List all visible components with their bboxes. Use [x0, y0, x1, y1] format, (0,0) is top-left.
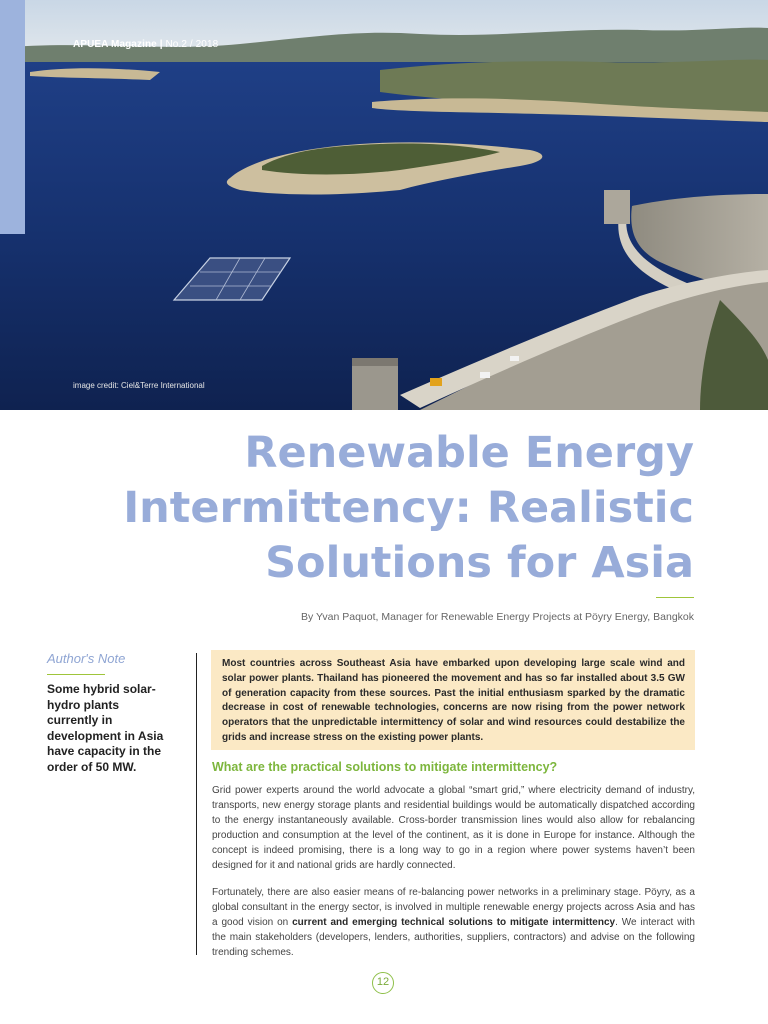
title-line-1: Renewable Energy — [244, 428, 694, 478]
magazine-header — [73, 39, 218, 50]
paragraph-2 — [212, 885, 695, 960]
magazine-name: APUEA Magazine — [73, 39, 157, 50]
intro-text: Most countries across Southeast Asia have embarked upon developing large scale wind and solar power plants. Thailand has pioneered the movement and has so far installed about 3.5 GW of generation capacity from these sources. Past the initial enthusiasm sparked by the dramatic decrease in cost of renewable technologies, concerns are now rising from the power network operators that the unpredictable intermittency of solar and wind resources could destabilize the grids and increase stress on the existing power plants. — [222, 658, 685, 743]
reservoir-dam-illustration — [0, 0, 768, 410]
intro-box — [211, 650, 695, 750]
issue-number: No.2 / 2018 — [165, 39, 219, 50]
author-note-rule — [47, 674, 105, 675]
title-rule — [656, 597, 694, 598]
header-separator: | — [156, 39, 166, 50]
side-tab — [0, 0, 25, 234]
byline: By Yvan Paquot, Manager for Renewable Energy Projects at Pöyry Energy, Bangkok — [301, 611, 694, 623]
paragraph-2-start: Fortunately, there are also easier means of re-balancing power networks in a preliminary stage. Pöyry, as a global consultant in the energy sector, is involved in multiple renewable energy projects across Asia and has a good vision on — [212, 887, 695, 928]
article-title — [94, 426, 694, 591]
author-note-body: Some hybrid solar-hydro plants currently in development in Asia have capacity in the order of 50 MW. — [47, 682, 164, 774]
title-line-2: Intermittency: Realistic — [123, 483, 694, 533]
paragraph-2-end: . We interact with the main stakeholders (developers, lenders, authorities, suppliers, contractors) and advise on the following trending schemes. — [212, 917, 695, 958]
paragraph-1: Grid power experts around the world advocate a global “smart grid,” where electricity demand of industry, transports, new energy storage plants and residential buildings would be automatically dispatched according to the energy instantaneously available. Cross-border transmission lines would also allow for rebalancing production and consumption at the level of the continent, as it is done in Europe for instance. Although the concept is indeed promising, there is a long way to go in a region where power systems haven’t been designed for it and national grids are hardly connected. — [212, 785, 695, 871]
column-divider — [196, 653, 197, 955]
page-number: 12 — [372, 972, 394, 994]
paragraph-2-bold: current and emerging technical solutions to mitigate intermittency — [292, 917, 616, 928]
section-heading: What are the practical solutions to mitigate intermittency? — [212, 760, 558, 774]
image-credit: image credit: Ciel&Terre International — [73, 381, 205, 390]
author-note-title: Author's Note — [47, 651, 126, 666]
hero-photo — [0, 0, 768, 410]
title-line-3: Solutions for Asia — [265, 538, 694, 588]
